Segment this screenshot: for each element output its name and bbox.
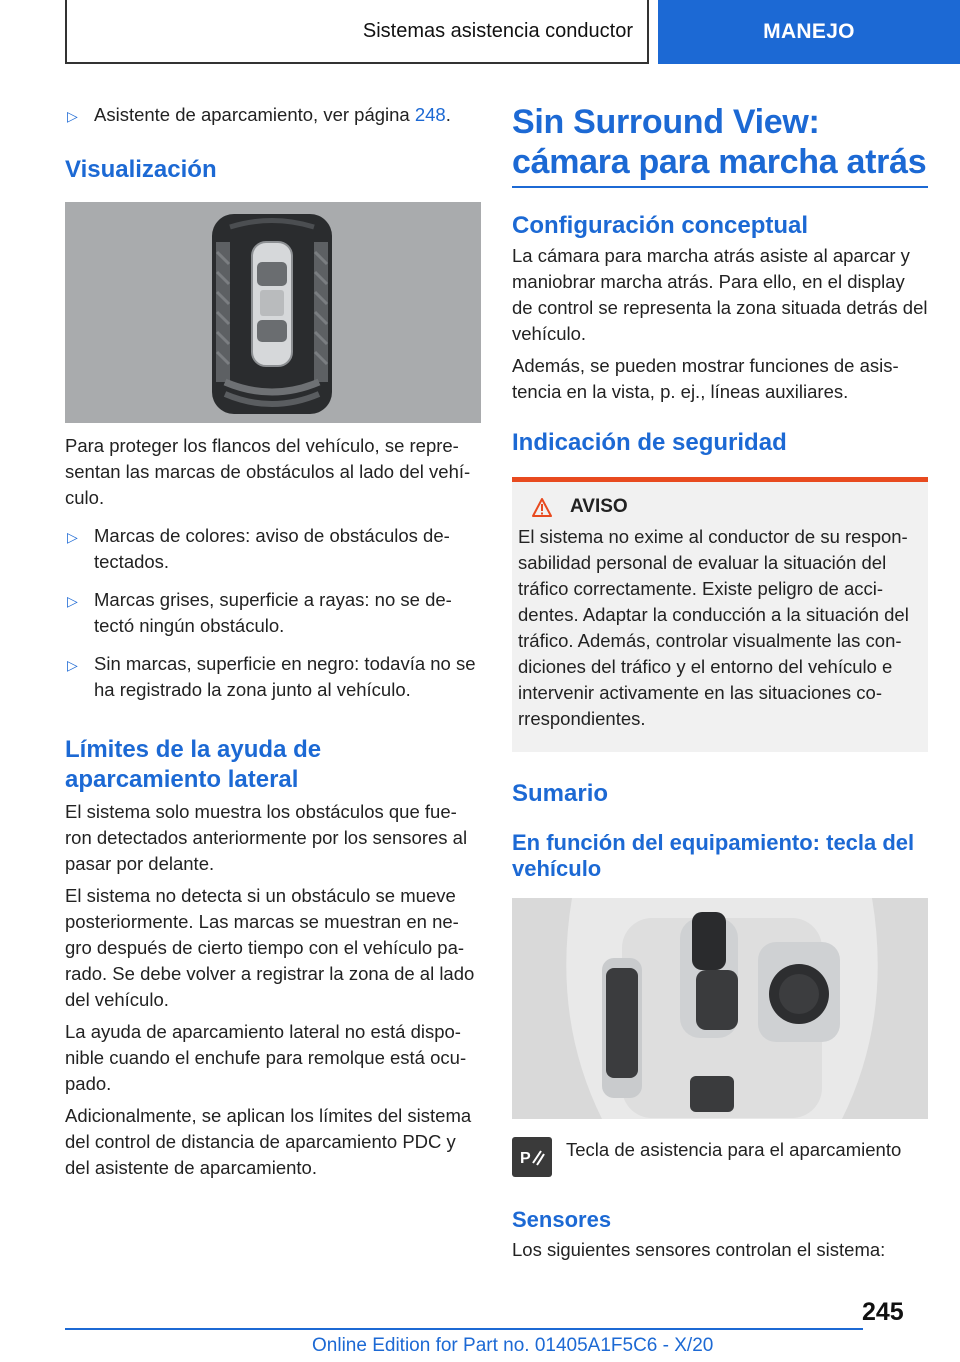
- heading-rule: [512, 186, 928, 188]
- paragraph: Los siguientes sensores controlan el sistema:: [512, 1239, 886, 1260]
- heading-tecla: En función del equipamiento: tecla del vehículo: [512, 830, 915, 881]
- heading-config: Configuración conceptual: [512, 212, 809, 239]
- header-section-title: Sistemas asistencia conductor: [362, 19, 633, 42]
- header-chapter-title: MANEJO: [763, 20, 855, 43]
- paragraph: La ayuda de aparcamiento lateral no está dispo-nible cuando el enchufe para remolque está ocu-pado.: [65, 1021, 467, 1094]
- list-item: ▷ Marcas de colores: aviso de obstáculos de-tectados.: [67, 525, 450, 572]
- list-item: ▷ Sin marcas, superficie en negro: todavía no se ha registrado la zona junto al vehículo.: [67, 653, 476, 700]
- heading-visualizacion: Visualización: [65, 156, 217, 183]
- paragraph: El sistema no detecta si un obstáculo se mueve posteriormente. Las marcas se muestran en ne-gro después de cierto tiempo con el vehículo pa-rado. Se debe volver a registrar la zona de al lado del vehículo.: [65, 885, 475, 1010]
- footer-edition: Online Edition for Part no. 01405A1F5C6 - X/20: [312, 1335, 714, 1356]
- paragraph: Además, se pueden mostrar funciones de asis-tencia en la vista, p. ej., líneas auxiliares.: [512, 355, 899, 402]
- paragraph: La cámara para marcha atrás asiste al aparcar y maniobrar marcha atrás. Para ello, en el display de control se representa la zona situada detrás del vehículo.: [512, 245, 928, 344]
- heading-limites: Límites de la ayuda de aparcamiento lateral: [65, 736, 322, 793]
- warning-title: AVISO: [570, 496, 628, 517]
- triangle-bullet-icon: ▷: [67, 108, 78, 124]
- warning-header: [518, 496, 922, 518]
- heading-sumario: Sumario: [512, 780, 609, 807]
- warning-triangle-icon: [532, 498, 552, 517]
- paragraph: Para proteger los flancos del vehículo, se repre-sentan las marcas de obstáculos al lado del vehí-culo.: [65, 435, 471, 508]
- warning-box: [512, 477, 928, 752]
- center-console-image: [512, 898, 928, 1119]
- caption-row: [512, 1137, 928, 1177]
- triangle-bullet-icon: ▷: [67, 593, 78, 609]
- heading-seguridad: Indicación de seguridad: [512, 429, 787, 456]
- page-number: 245: [862, 1298, 904, 1326]
- heading-sensores: Sensores: [512, 1207, 612, 1232]
- parking-assist-button-icon: [512, 1137, 552, 1177]
- warning-text: El sistema no exime al conductor de su respon-sabilidad personal de evaluar la situación del tráfico correctamente. Existe peligro de acci-dentes. Adaptar la conducción a la situación del tráfico. Además, controlar visualmente las con-diciones del tráfico y el entorno del vehículo e intervenir activamente en las situaciones co-rrespondientes.: [518, 526, 909, 729]
- heading-main: Sin Surround View: cámara para marcha atrás: [512, 103, 927, 181]
- image-caption: Tecla de asistencia para el aparcamiento: [566, 1139, 902, 1160]
- page-link[interactable]: 248: [414, 104, 446, 125]
- list-item: ▷ Asistente de aparcamiento, ver página 248.: [65, 102, 481, 128]
- right-column: [512, 100, 928, 1263]
- paragraph: El sistema solo muestra los obstáculos que fue-ron detectados anteriormente por los sensores al pasar por delante.: [65, 801, 468, 874]
- triangle-bullet-icon: ▷: [67, 657, 78, 673]
- left-column: [65, 100, 481, 1181]
- triangle-bullet-icon: ▷: [67, 529, 78, 545]
- svg-text:P: P: [520, 1150, 531, 1167]
- list-item: ▷ Marcas grises, superficie a rayas: no se de-tectó ningún obstáculo.: [67, 589, 452, 636]
- footer-rule: [65, 1328, 863, 1330]
- parking-visualization-image: [65, 202, 481, 423]
- header-section-box: [65, 0, 649, 64]
- header-chapter-tab: [658, 0, 960, 64]
- paragraph: Adicionalmente, se aplican los límites del sistema del control de distancia de aparcamiento PDC y del asistente de aparcamiento.: [65, 1105, 472, 1178]
